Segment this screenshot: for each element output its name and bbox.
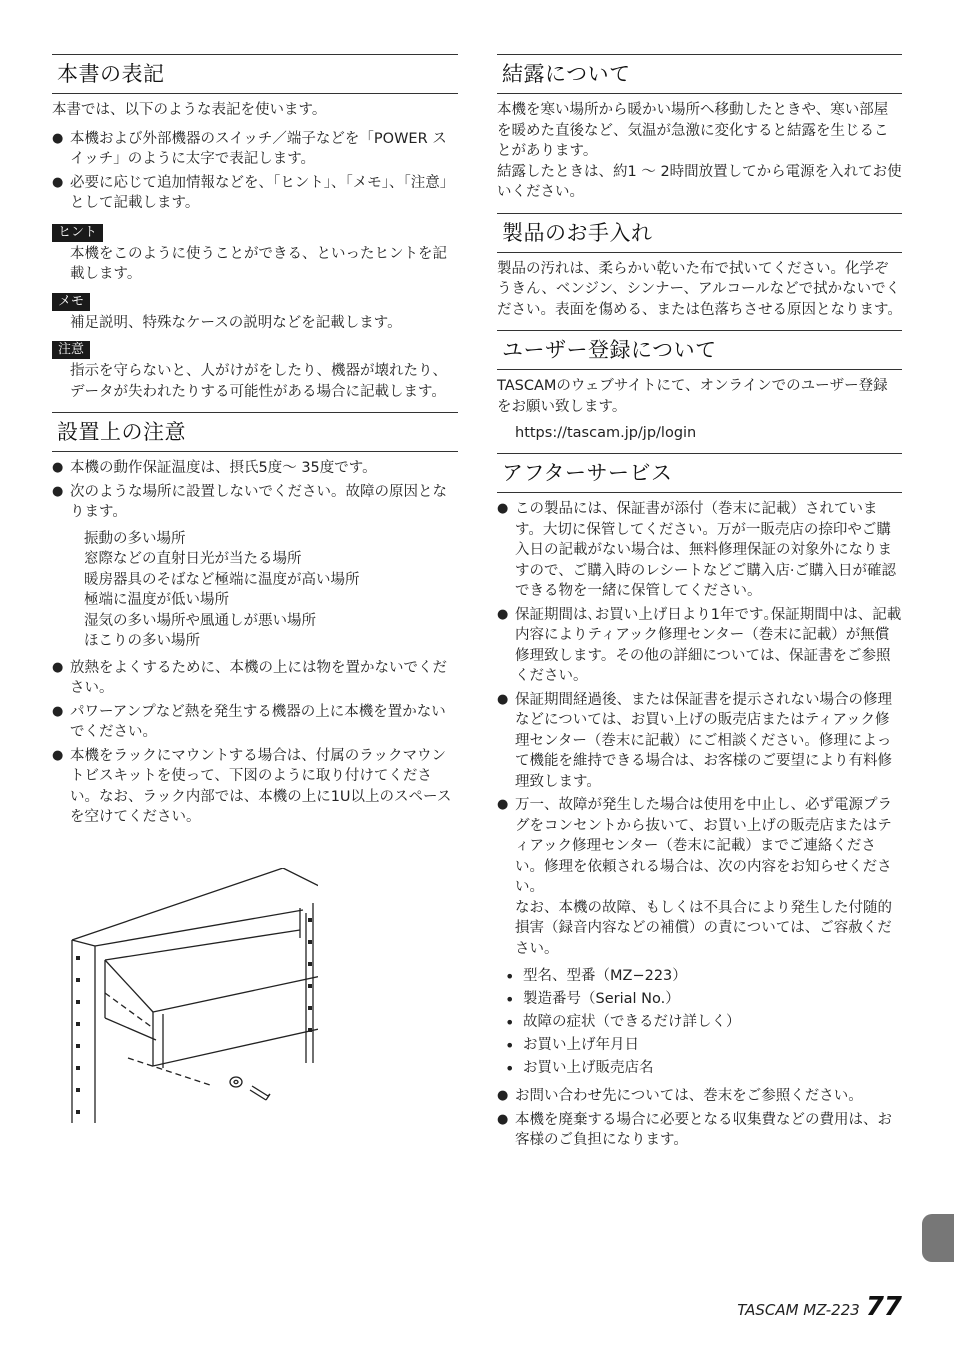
memo-label: メモ <box>52 293 90 311</box>
registration-section <box>497 330 902 441</box>
caution-text: 指示を守らないと、人がけがをしたり、機器が壊れたり、データが失われたりする可能性がある場合に記載します。 <box>70 363 447 400</box>
place-list <box>52 529 458 652</box>
page-number: 77 <box>865 1292 902 1322</box>
info-item: • 型名、型番（MZ−223） <box>503 965 902 988</box>
info-item: • 製造番号（Serial No.） <box>503 988 902 1011</box>
list-item: ● 保証期間経過後、または保証書を提示されない場合の修理などについては、お買い上げの販売店またはティアック修理センター（巻末に記載）にご相談ください。修理によって機能を維持できる場合は、お客様のご要望により有料修理致します。 <box>497 690 902 793</box>
caution-label: 注意 <box>52 341 90 359</box>
list-item <box>497 795 902 959</box>
rack-mount-diagram <box>68 868 318 1132</box>
list-item-text: なお、本機の故障、もしくは不具合により発生した付随的損害（録音内容などの補償）の責については、ご容赦ください。 <box>515 899 892 957</box>
place-item: 暖房器具のそばなど極端に温度が高い場所 <box>84 571 360 588</box>
place-item: 湿気の多い場所や風通しが悪い場所 <box>84 612 316 629</box>
list-item: ● 本機の動作保証温度は、摂氏5度〜 35度です。 <box>52 458 458 479</box>
section-heading: ユーザー登録について <box>497 330 902 370</box>
condensation-section <box>497 54 902 203</box>
bullet-list <box>52 129 458 214</box>
paragraph: 本機を寒い場所から暖かい場所へ移動したときや、寒い部屋を暖めた直後など、気温が急激に変化すると結露を生じることがあります。 <box>497 102 889 159</box>
care-section <box>497 213 902 321</box>
section-heading: 設置上の注意 <box>52 412 458 452</box>
paragraph: TASCAMのウェブサイトにて、オンラインでのユーザー登録をお願い致します。 <box>497 378 888 415</box>
list-item: ● 本機および外部機器のスイッチ／端子などを「POWER スイッチ」のように太字で表記します。 <box>52 129 458 170</box>
section-heading: 本書の表記 <box>52 54 458 94</box>
after-service-section <box>497 453 902 1151</box>
section-heading: 製品のお手入れ <box>497 213 902 253</box>
rack-illustration <box>68 868 318 1128</box>
section-heading: 結露について <box>497 54 902 94</box>
memo-text: 補足説明、特殊なケースの説明などを記載します。 <box>70 314 402 331</box>
place-item: 極端に温度が低い場所 <box>84 592 229 608</box>
footer-brand: TASCAM MZ-223 <box>737 1301 860 1319</box>
list-item: ● 本機を廃棄する場合に必要となる収集費などの費用は、お客様のご負担になります。 <box>497 1110 902 1151</box>
list-item-text: ● 万一、故障が発生した場合は使用を中止し、必ず電源プラグをコンセントから抜いて、お買い上げの販売店またはティアック修理センター（巻末に記載）までご連絡ください。修理を依頼される場合は、次の内容をお知らせください。 <box>515 797 892 895</box>
paragraph: 製品の汚れは、柔らかい乾いた布で拭いてください。化学ぞうきん、ベンジン、シンナー、アルコールなどで拭かないでください。表面を傷める、または色落ちさせる原因となります。 <box>497 260 902 318</box>
list-item: ● 保証期間は､お買い上げ日より1年です｡保証期間中は、記載内容によりティアック修理センター（巻末に記載）が無償修理致します。その他の詳細については、保証書をご参照ください。 <box>497 605 902 687</box>
info-item: • 故障の症状（できるだけ詳しく） <box>503 1011 902 1034</box>
list-item: ● この製品には、保証書が添付（巻末に記載）されています。大切に保管してください。万が一販売店の捺印やご購入日の記載がない場合は、無料修理保証の対象外になりますので、ご購入時のレシートなどご購入店·ご購入日が確認できる物を一緒に保管してください。 <box>497 499 902 602</box>
list-item: ● 放熱をよくするために、本機の上には物を置かないでください。 <box>52 658 458 699</box>
notation-section <box>52 54 458 402</box>
page-tab <box>922 1214 954 1262</box>
hint-text: 本機をこのように使うことができる、といったヒントを記載します。 <box>70 245 447 282</box>
bullet-list <box>52 458 458 523</box>
bullet-list <box>52 658 458 828</box>
left-column <box>52 54 458 838</box>
intro-text: 本書では、以下のような表記を使います。 <box>52 102 327 118</box>
info-list <box>497 965 902 1080</box>
place-item: 振動の多い場所 <box>84 530 186 547</box>
info-item: • お買い上げ販売店名 <box>503 1057 902 1080</box>
list-item: ● お問い合わせ先については、巻末をご参照ください。 <box>497 1086 902 1107</box>
right-column <box>497 54 902 1161</box>
bullet-list <box>497 499 902 959</box>
list-item: ● 本機をラックにマウントする場合は、付属のラックマウントビスキットを使って、下図のように取り付けてください。なお、ラック内部では、本機の上に1U以上のスペースを空けてください。 <box>52 746 458 828</box>
place-item: ほこりの多い場所 <box>84 633 200 649</box>
info-item: • お買い上げ年月日 <box>503 1034 902 1057</box>
list-item: ● 次のような場所に設置しないでください。故障の原因となります。 <box>52 482 458 523</box>
paragraph: 結露したときは、約1 〜 2時間放置してから電源を入れてお使いください。 <box>497 163 902 200</box>
installation-section <box>52 412 458 828</box>
page-footer <box>712 1292 902 1322</box>
hint-label: ヒント <box>52 224 103 242</box>
section-heading: アフターサービス <box>497 453 902 493</box>
registration-link[interactable]: https://tascam.jp/jp/login <box>515 425 697 441</box>
list-item: ● パワーアンプなど熱を発生する機器の上に本機を置かないでください。 <box>52 702 458 743</box>
list-item: ● 必要に応じて追加情報などを、「ヒント」、「メモ」、「注意」として記載します。 <box>52 173 458 214</box>
place-item: 窓際などの直射日光が当たる場所 <box>84 551 302 567</box>
bullet-list <box>497 1086 902 1151</box>
